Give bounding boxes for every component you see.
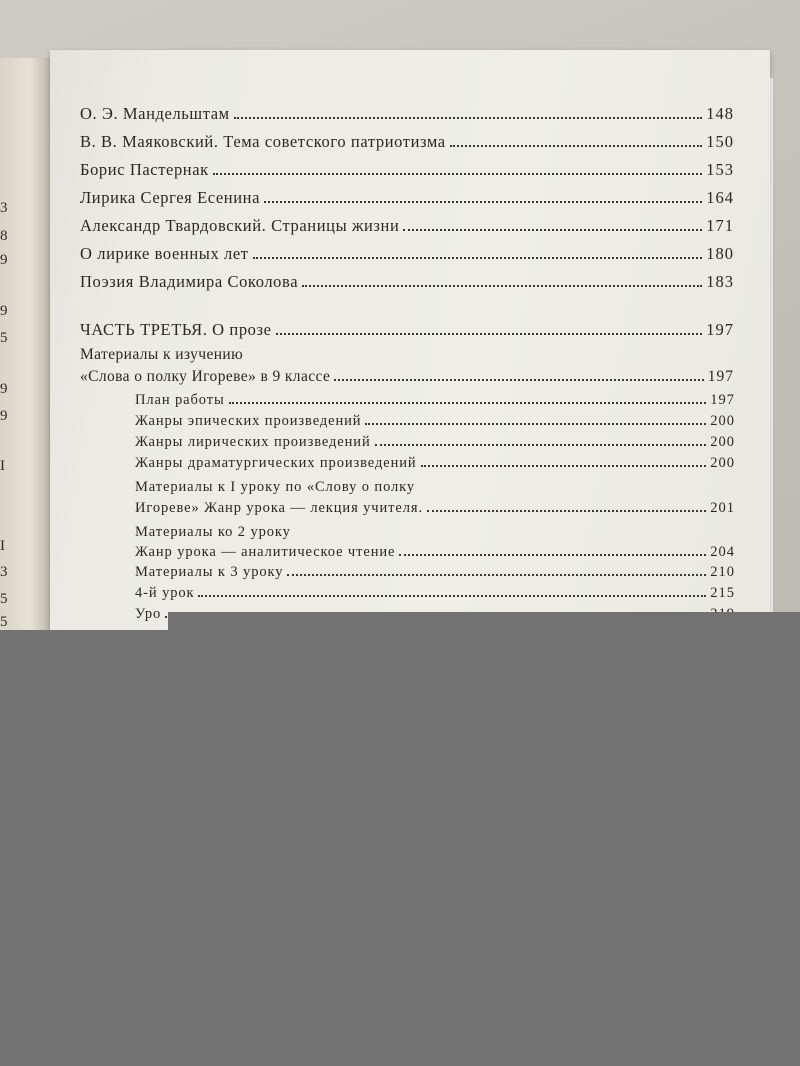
- toc-subentry-page: 197: [710, 392, 735, 408]
- toc-subentry-page: 200: [710, 434, 735, 450]
- toc-entry: [80, 104, 734, 124]
- toc-entry-title: «Слова о полку Игореве» в 9 классе: [80, 368, 331, 385]
- dot-leader: [253, 248, 703, 259]
- dot-leader: [403, 220, 702, 231]
- toc-subentry: [135, 413, 735, 430]
- toc-subentry-line: Материалы к I уроку по «Слову о полку: [135, 479, 416, 495]
- toc-subentry-page: 215: [710, 585, 735, 601]
- toc-entry-page: 183: [706, 272, 734, 291]
- toc-subentry-title: Жанры драматургических произведений: [135, 455, 417, 471]
- toc-subentry-line: Материалы ко 2 уроку: [135, 524, 291, 540]
- toc-entry-title: Лирика Сергея Есенина: [80, 188, 261, 207]
- toc-entry-page: 150: [706, 132, 734, 151]
- left-page-digit: 3: [0, 564, 8, 580]
- left-page-digit: 9: [0, 381, 8, 397]
- left-page-edge: [0, 58, 52, 632]
- toc-part-heading: [80, 320, 734, 340]
- toc-subentry-title: Материалы к 3 уроку: [135, 564, 284, 580]
- toc-entry-page: 180: [706, 244, 734, 263]
- toc-subentry: [135, 434, 735, 451]
- left-page-digit: 8: [0, 228, 8, 244]
- toc-subentry-title: Уро: [135, 606, 162, 622]
- toc-entry: [80, 188, 734, 208]
- dot-leader: [375, 436, 707, 446]
- dot-leader: [450, 136, 703, 147]
- dot-leader: [229, 394, 707, 404]
- toc-entry-title: Борис Пастернак: [80, 160, 209, 179]
- dot-leader: [421, 457, 707, 467]
- toc-entry: [80, 272, 734, 292]
- left-page-digit: I: [0, 538, 5, 554]
- left-page-digit: I: [0, 458, 5, 474]
- toc-subentry: [135, 392, 735, 409]
- toc-entry: [80, 368, 734, 386]
- toc-entry-title: О лирике военных лет: [80, 244, 249, 263]
- toc-subentry: [135, 500, 735, 517]
- toc-subentry-page: 200: [710, 413, 735, 429]
- book-page: [50, 50, 770, 632]
- dot-leader: [287, 566, 706, 576]
- left-page-digit: 3: [0, 200, 8, 216]
- toc-entry-title: О. Э. Мандельштам: [80, 104, 230, 123]
- toc-subentry-title: Жанр урока — аналитическое чтение: [135, 544, 396, 560]
- left-page-digit: 9: [0, 408, 8, 424]
- toc-subentry: [135, 564, 735, 581]
- toc-subentry-page: 200: [710, 455, 735, 471]
- dot-leader: [399, 546, 706, 556]
- toc-subentry-page: 204: [710, 544, 735, 560]
- redaction-block: [0, 630, 800, 1066]
- toc-entry: [80, 244, 734, 264]
- left-page-digit: 5: [0, 330, 8, 346]
- dot-leader: [234, 108, 703, 119]
- left-page-digit: 5: [0, 614, 8, 630]
- toc-subentry-title: План работы: [135, 392, 225, 408]
- toc-entry: [80, 216, 734, 236]
- toc-entry-title: В. В. Маяковский. Тема советского патриотизма: [80, 132, 446, 151]
- toc-subentry-title: Жанры лирических произведений: [135, 434, 371, 450]
- dot-leader: [302, 276, 702, 287]
- toc-subentry: [135, 585, 735, 602]
- dot-leader: [264, 192, 702, 203]
- toc-subentry-title: Игореве» Жанр урока — лекция учителя.: [135, 500, 423, 516]
- toc-entry-line: Материалы к изучению: [80, 346, 244, 363]
- toc-entry-page: 197: [707, 368, 734, 385]
- toc-part-page: 197: [706, 320, 734, 339]
- toc-subentry: [135, 455, 735, 472]
- dot-leader: [427, 502, 706, 512]
- left-page-digit: 9: [0, 252, 8, 268]
- toc-entry: [80, 160, 734, 180]
- dot-leader: [198, 587, 706, 597]
- toc-subentry-title: 4-й урок: [135, 585, 195, 601]
- toc-subentry: [135, 544, 735, 561]
- left-page-digit: 5: [0, 591, 8, 607]
- toc-entry-title: Поэзия Владимира Соколова: [80, 272, 299, 291]
- toc-subentry-page: 210: [710, 564, 735, 580]
- dot-leader: [276, 324, 703, 335]
- toc-entry-page: 171: [706, 216, 734, 235]
- toc-subentry-page: 201: [710, 500, 735, 516]
- toc-entry-page: 153: [706, 160, 734, 179]
- left-page-digit: 9: [0, 303, 8, 319]
- dot-leader: [213, 164, 702, 175]
- toc-subentry-title: Жанры эпических произведений: [135, 413, 362, 429]
- toc-entry-page: 148: [706, 104, 734, 123]
- toc-entry: [80, 132, 734, 152]
- dot-leader: [334, 370, 704, 381]
- dot-leader: [365, 415, 706, 425]
- toc-entry-title: Александр Твардовский. Страницы жизни: [80, 216, 400, 235]
- toc-entry-page: 164: [706, 188, 734, 207]
- toc-part-title: ЧАСТЬ ТРЕТЬЯ. О прозе: [80, 320, 272, 339]
